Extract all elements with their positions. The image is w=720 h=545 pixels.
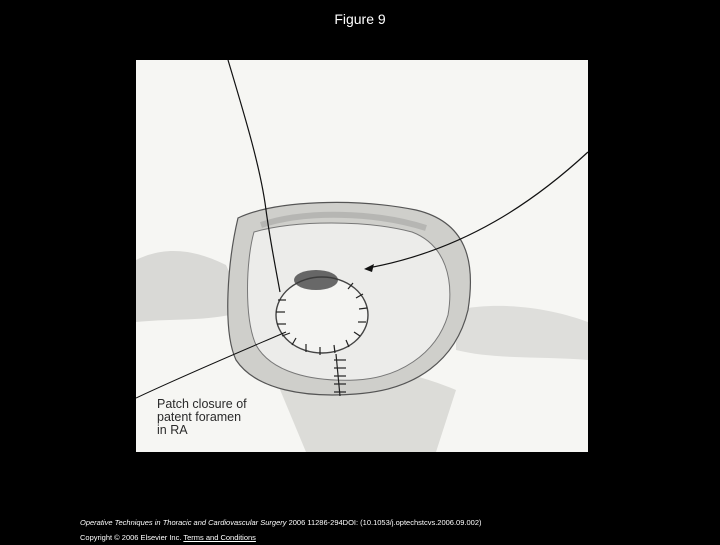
surgical-illustration [136, 60, 588, 452]
caption-line: patent foramen [157, 410, 242, 424]
citation-details: 2006 11286-294DOI: (10.1053/j.optechstcvs.2006.09.002) [286, 518, 482, 527]
tissue-shading-right [456, 306, 588, 360]
illustration-drawing [136, 60, 588, 452]
figure-title: Figure 9 [334, 11, 386, 27]
terms-link[interactable]: Terms and Conditions [183, 533, 256, 542]
citation-line [80, 515, 482, 530]
copyright-line [80, 530, 482, 545]
caption-line: in RA [157, 423, 188, 437]
citation-footer [80, 515, 482, 545]
journal-name: Operative Techniques in Thoracic and Cardiovascular Surgery [80, 518, 287, 527]
copyright-text: Copyright © 2006 Elsevier Inc. [80, 533, 182, 542]
caption-line: Patch closure of [157, 397, 247, 411]
figure-caption [157, 398, 247, 437]
foramen-opening [294, 270, 338, 290]
